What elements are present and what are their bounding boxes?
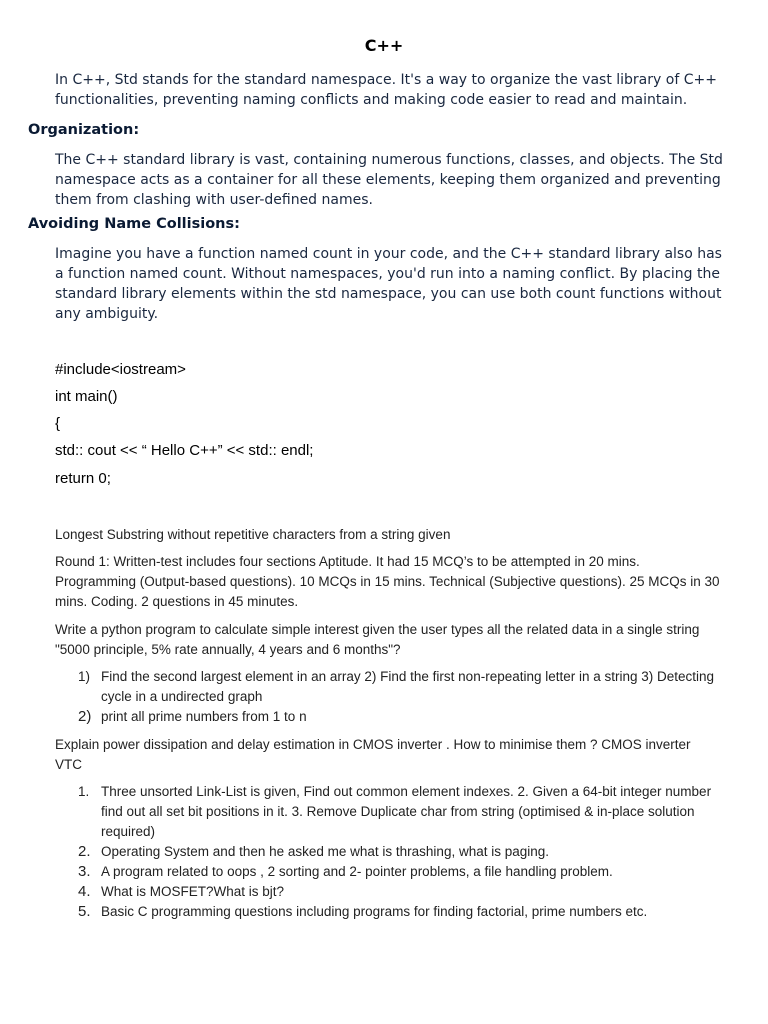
list-text: What is MOSFET?What is bjt?: [101, 884, 285, 899]
code-line: std:: cout << “ Hello C++” << std:: endl;: [55, 442, 314, 459]
collisions-heading: Avoiding Name Collisions:: [28, 216, 240, 232]
python-note: Write a python program to calculate simple interest given the user types all the related data in a single string "5000 principle, 5% rate annually, 4 years and 6 months"?: [55, 622, 700, 657]
organization-heading: Organization:: [28, 122, 140, 138]
list-number: 1.: [78, 784, 90, 799]
list-item: [78, 842, 718, 862]
code-line: #include<iostream>: [55, 361, 186, 378]
organization-paragraph: The C++ standard library is vast, containing numerous functions, classes, and objects. The Std namespace acts as a container for all these elements, keeping them organized and preventing them from clashing with user-defined names.: [55, 152, 723, 208]
code-line: int main(): [55, 388, 118, 405]
list-text: Find the second largest element in an array 2) Find the first non-repeating letter in a string 3) Detecting cycle in a undirected graph: [101, 669, 715, 704]
intro-paragraph: In C++, Std stands for the standard namespace. It's a way to organize the vast library of C++ functionalities, preventing naming conflicts and making code easier to read and maintain.: [55, 72, 717, 108]
list-item: [78, 882, 718, 902]
list-text: print all prime numbers from 1 to n: [101, 709, 307, 724]
list-item: [78, 667, 718, 707]
list-item: [78, 707, 718, 727]
list-number: 5.: [78, 903, 91, 920]
substring-note: Longest Substring without repetitive characters from a string given: [55, 527, 451, 542]
list-number: 4.: [78, 883, 91, 900]
list-item: [78, 862, 718, 882]
list-item: [78, 782, 718, 842]
page-title: C++: [364, 36, 404, 55]
list-number: 2.: [78, 843, 91, 860]
list-text: Basic C programming questions including programs for finding factorial, prime numbers etc.: [101, 904, 648, 919]
list-number: 2): [78, 708, 92, 725]
code-line: {: [55, 415, 61, 432]
list-text: Three unsorted Link-List is given, Find out common element indexes. 2. Given a 64-bit integer number find out all set bit positions in it. 3. Remove Duplicate char from string (optimised & in-place solution required): [101, 784, 712, 839]
round1-note: Round 1: Written-test includes four sections Aptitude. It had 15 MCQ’s to be attempted in 20 mins. Programming (Output-based questions). 10 MCQs in 15 mins. Technical (Subjective questions). 25 MCQs in 30 mins. Coding. 2 questions in 45 minutes.: [55, 554, 720, 609]
cmos-note: Explain power dissipation and delay estimation in CMOS inverter . How to minimise them ? CMOS inverter VTC: [55, 737, 691, 772]
code-line: return 0;: [55, 470, 111, 487]
list-number: 1): [78, 669, 91, 684]
list-text: A program related to oops , 2 sorting and 2- pointer problems, a file handling problem.: [101, 864, 613, 879]
list-item: [78, 902, 718, 922]
collisions-paragraph: Imagine you have a function named count in your code, and the C++ standard library also has a function named count. Without namespaces, you'd run into a naming conflict. By placing the standard library elements within the std namespace, you can use both count functions without any ambiguity.: [55, 246, 722, 322]
list-text: Operating System and then he asked me what is thrashing, what is paging.: [101, 844, 550, 859]
list-number: 3.: [78, 863, 91, 880]
